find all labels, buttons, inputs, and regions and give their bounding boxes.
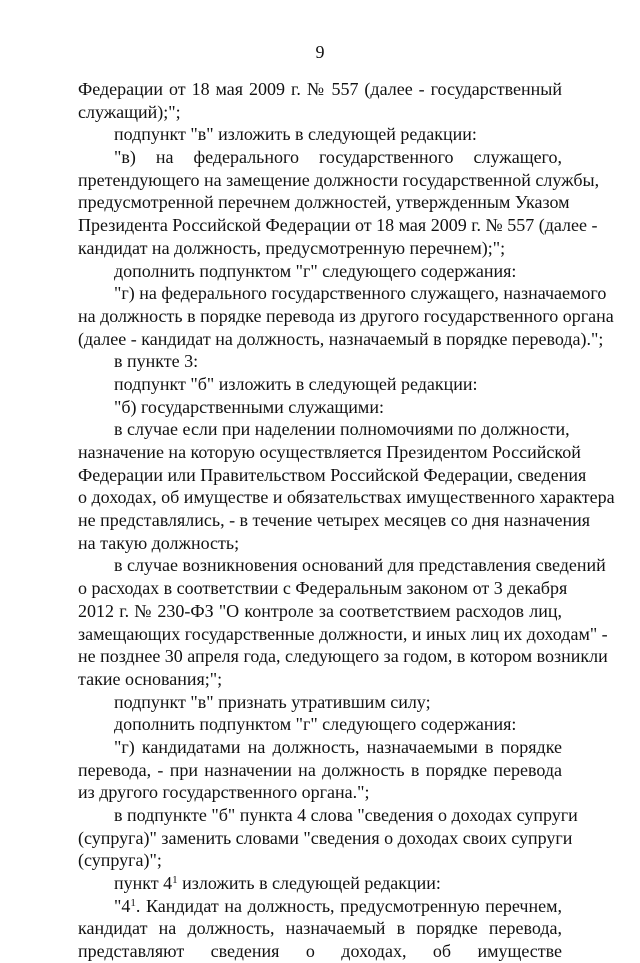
text-line: "г) кандидатами на должность, назначаемыми в порядке xyxy=(114,736,562,757)
text-line: подпункт "в" признать утратившим силу; xyxy=(114,691,431,712)
text-line: не позднее 30 апреля года, следующего за годом, в котором возникли xyxy=(78,646,608,667)
text-line: (далее - кандидат на должность, назначаемый в порядке перевода)."; xyxy=(78,328,604,349)
text-line: предусмотренной перечнем должностей, утвержденным Указом xyxy=(78,192,570,213)
page-number: 9 xyxy=(315,42,325,62)
text-line: назначение на которую осуществляется Президентом Российской xyxy=(78,442,581,462)
text-line-item-4-1-start: "$4^1$. Кандидат на должность, предусмотренную перечнем, xyxy=(114,895,562,916)
tail-lines xyxy=(78,917,562,962)
text-line: 2012 г. № 230-ФЗ "О контроле за соответствием расходов лиц, xyxy=(78,600,562,621)
superscript: 1 xyxy=(172,874,178,887)
text-line: в подпункте "б" пункта 4 слова "сведения о доходах супруги xyxy=(114,805,578,825)
text-line: претендующего на замещение должности государственной службы, xyxy=(78,169,600,190)
text-line: Федерации или Правительством Российской Федерации, сведения xyxy=(78,464,587,485)
text-line: о расходах в соответствии с Федеральным законом от 3 декабря xyxy=(78,578,568,599)
text-line: Президента Российской Федерации от 18 мая 2009 г. № 557 (далее - xyxy=(78,215,598,236)
text-line: подпункт "в" изложить в следующей редакции: xyxy=(114,124,477,145)
text-line: кандидат на должность, предусмотренную перечнем);"; xyxy=(78,237,506,258)
text-line: дополнить подпунктом "г" следующего содержания: xyxy=(114,260,517,281)
text-line: на такую должность; xyxy=(78,532,240,553)
text-line: в случае если при наделении полномочиями по должности, xyxy=(114,419,570,440)
text-line: "б) государственными служащими: xyxy=(114,396,384,417)
text-line: в пункте 3: xyxy=(114,351,199,372)
text-line: замещающих государственные должности, и иных лиц их доходам" - xyxy=(78,623,608,644)
text-line: из другого государственного органа."; xyxy=(78,782,370,803)
document-body xyxy=(78,78,615,963)
text-line: о доходах, об имуществе и обязательствах имущественного характера xyxy=(78,487,615,508)
text-line: Федерации от 18 мая 2009 г. № 557 (далее - государственный xyxy=(78,79,562,99)
text-line: (супруга)" заменить словами "сведения о доходах своих супруги xyxy=(78,827,573,848)
text-line: (супруга)"; xyxy=(78,850,162,871)
text-line: кандидат на должность, назначаемый в порядке перевода, xyxy=(78,918,562,939)
text-line: служащий);"; xyxy=(78,101,181,122)
superscript: 1 xyxy=(130,896,136,909)
text-line: в случае возникновения оснований для представления сведений xyxy=(114,555,606,576)
text-line: "в) на федерального государственного служащего, xyxy=(114,147,562,168)
text-line: подпункт "б" изложить в следующей редакции: xyxy=(114,373,478,394)
text-line: перевода, - при назначении на должность в порядке перевода xyxy=(78,759,562,780)
paragraph-lines xyxy=(78,78,615,872)
text-line: не представлялись, - в течение четырех месяцев со дня назначения xyxy=(78,510,591,531)
text-line: такие основания;"; xyxy=(78,668,223,689)
text-line: "г) на федерального государственного служащего, назначаемого xyxy=(114,283,607,304)
text-line: дополнить подпунктом "г" следующего содержания: xyxy=(114,714,517,735)
text-line: на должность в порядке перевода из другого государственного органа xyxy=(78,305,614,326)
text-line: представляют сведения о доходах, об имуществе xyxy=(78,941,562,962)
text-line-item-4-1-heading: пункт $4^1$ изложить в следующей редакции: xyxy=(114,873,441,894)
